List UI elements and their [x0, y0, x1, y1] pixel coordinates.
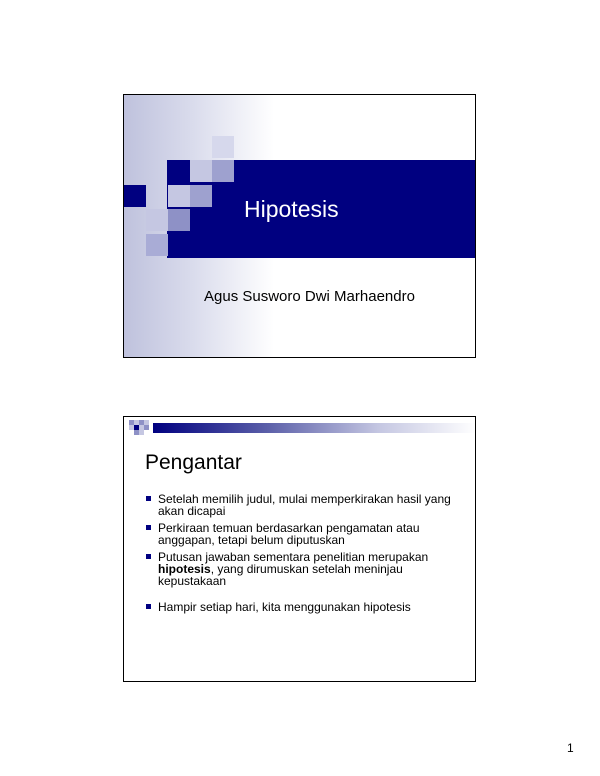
list-item [144, 493, 464, 517]
bullet-square-icon [146, 496, 151, 501]
list-item [144, 551, 464, 587]
page-number: 1 [567, 741, 574, 755]
bullet-list [144, 493, 464, 618]
bullet-square-icon [146, 554, 151, 559]
bullet-square-icon [146, 604, 151, 609]
list-item-text: Perkiraan temuan berdasarkan pengamatan atau anggapan, tetapi belum diputuskan [158, 521, 420, 547]
list-item-text-post: , yang dirumuskan setelah meninjau kepustakaan [158, 562, 403, 588]
decorative-square [144, 425, 149, 430]
list-item [144, 522, 464, 546]
decorative-square [146, 209, 168, 231]
list-item-text-pre: Putusan jawaban sementara penelitian merupakan [158, 550, 429, 564]
decorative-square [146, 234, 168, 256]
decorative-square [168, 209, 190, 231]
list-item-text-bold: hipotesis [158, 562, 211, 576]
content-slide [123, 416, 476, 682]
title-slide [123, 94, 476, 358]
decorative-square [190, 185, 212, 207]
list-item-text: Setelah memilih judul, mulai memperkirakan hasil yang akan dicapai [158, 492, 451, 518]
decorative-square [212, 160, 234, 182]
bullet-square-icon [146, 525, 151, 530]
list-item-text: Hampir setiap hari, kita menggunakan hipotesis [158, 600, 411, 614]
decorative-square [139, 430, 144, 435]
slide-title: Hipotesis [244, 196, 339, 222]
slide-author: Agus Susworo Dwi Marhaendro [204, 288, 415, 305]
decorative-square [190, 160, 212, 182]
decorative-square [124, 185, 146, 207]
decorative-square [212, 136, 234, 158]
header-gradient-line [153, 423, 476, 433]
decorative-square [168, 185, 190, 207]
list-item [144, 601, 464, 613]
slide-title: Pengantar [145, 451, 242, 474]
